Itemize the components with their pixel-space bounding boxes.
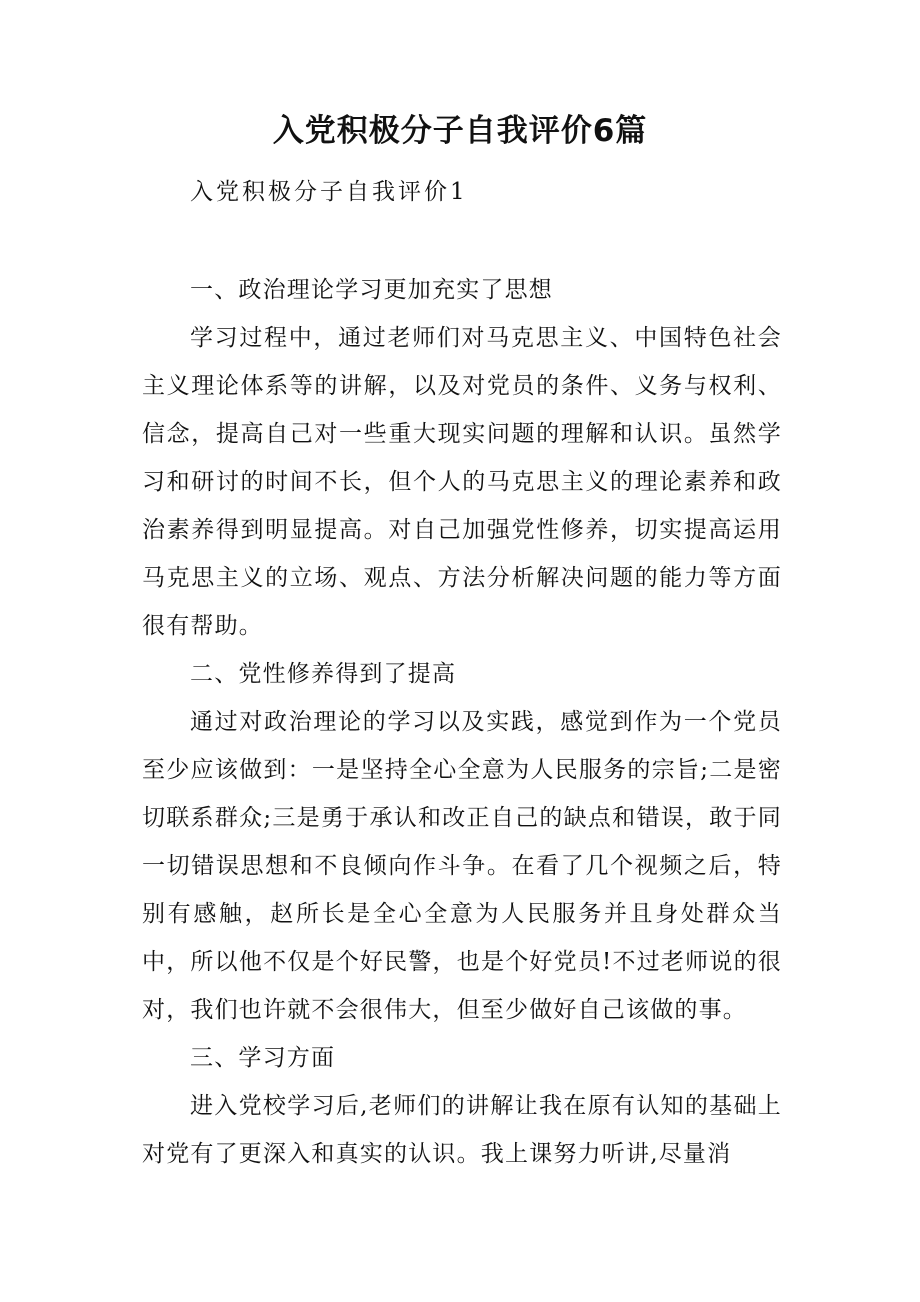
section-paragraph-2: 通过对政治理论的学习以及实践，感觉到作为一个党员至少应该做到：一是坚持全心全意为人民服务的宗旨;二是密切联系群众;三是勇于承认和改正自己的缺点和错误，敢于同一切错误思想和不良倾向作斗争。在看了几个视频之后，特别有感触，赵所长是全心全意为人民服务并且身处群众当中，所以他不仅是个好民警，也是个好党员!不过老师说的很对，我们也许就不会很伟大，但至少做好自己该做的事。: [142, 709, 782, 1023]
document-subtitle: 入党积极分子自我评价1: [190, 179, 468, 205]
section-paragraph-1: 学习过程中，通过老师们对马克思主义、中国特色社会主义理论体系等的讲解，以及对党员的条件、义务与权利、信念，提高自己对一些重大现实问题的理解和认识。虽然学习和研讨的时间不长，但个人的马克思主义的理论素养和政治素养得到明显提高。对自己加强党性修养，切实提高运用马克思主义的立场、观点、方法分析解决问题的能力等方面很有帮助。: [142, 325, 782, 639]
document-body: [142, 266, 782, 1178]
section-heading-1: 一、政治理论学习更加充实了思想: [190, 277, 553, 303]
section-heading-2: 二、党性修养得到了提高: [190, 661, 457, 687]
section-paragraph-3: 进入党校学习后,老师们的讲解让我在原有认知的基础上对党有了更深入和真实的认识。我上课努力听讲,尽量消: [142, 1093, 782, 1167]
section-heading-3: 三、学习方面: [190, 1045, 336, 1071]
document-title: 入党积极分子自我评价6篇: [272, 113, 648, 149]
